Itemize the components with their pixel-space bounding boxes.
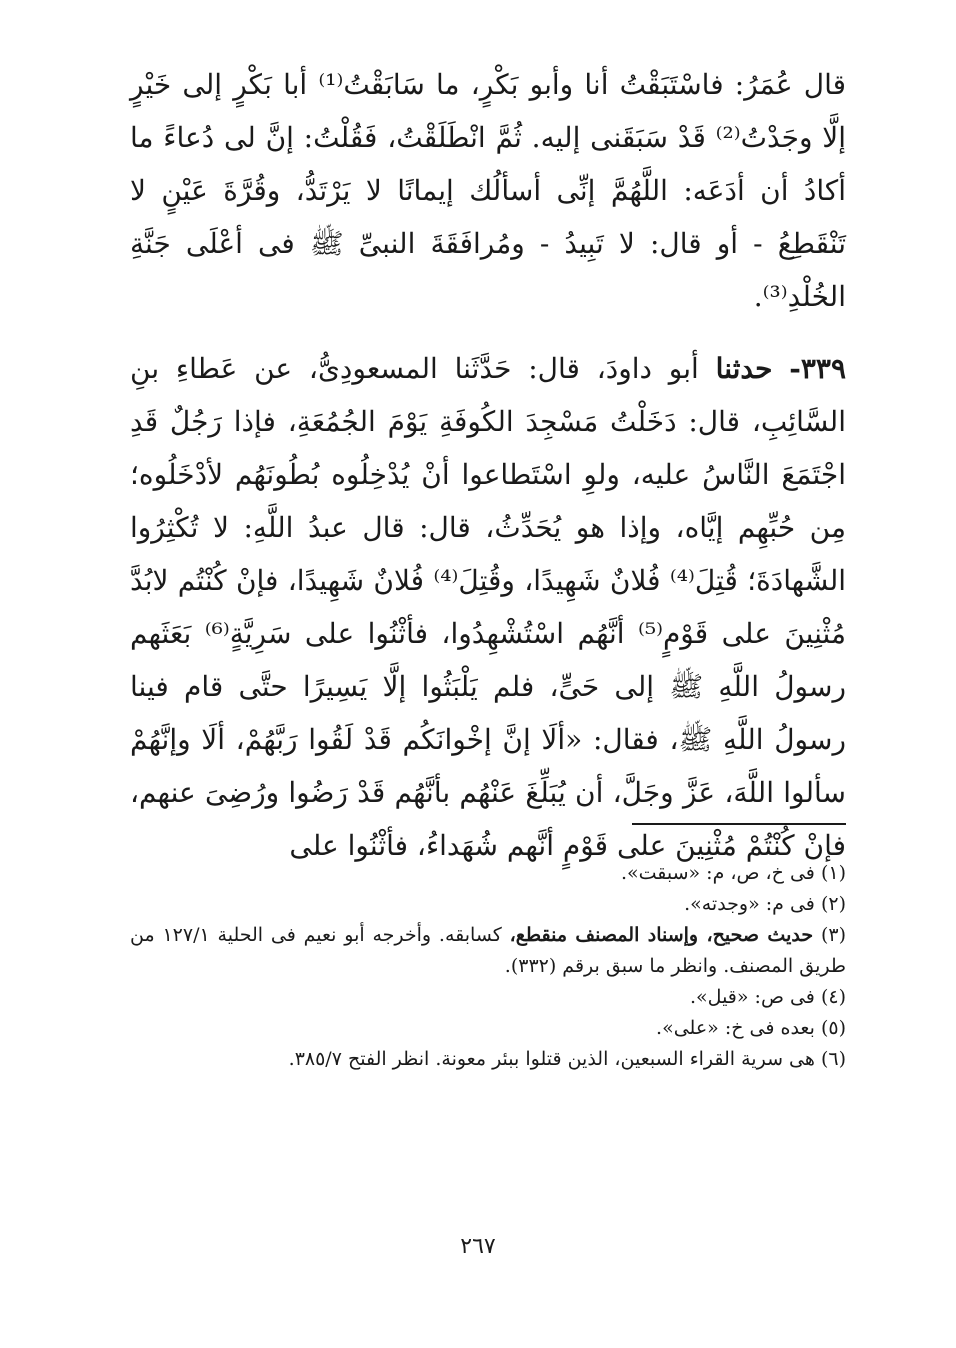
footnote-number: (٢) bbox=[820, 893, 846, 915]
footnote-text: هى سرية القراء السبعين، الذين قتلوا ببئر معونة. انظر الفتح ٣٨٥/٧. bbox=[288, 1048, 815, 1070]
footnote-5 bbox=[130, 1013, 846, 1044]
hadith-lead: حدثنا bbox=[715, 352, 773, 385]
footnote-number: (٤) bbox=[820, 986, 846, 1008]
paragraph-umar: قال عُمَرُ: فاسْتَبَقْتُ أنا وأبو بَكْرٍ، ما سَابَقْتُ⁽¹⁾ أبا بَكْرٍ إلى خَيْرٍ إلَّا وجَدْتُ⁽²⁾ قَدْ سَبَقَنى إليه. ثُمَّ انْطَلَقْتُ، فَقُلْتُ: إنَّ لى دُعاءً ما أكادُ أن أدَعَه: اللَّهُمَّ إنِّى أسألُك إيمانًا لا يَرْتَدُّ، وقُرَّةَ عَيْنٍ لا تَنْقَطِعُ - أو قال: لا تَبِيدُ - ومُرافَقَةَ النبىِّ ﷺ فى أعْلَى جَنَّةِ الخُلْدِ⁽³⁾. bbox=[130, 68, 846, 313]
hadith-text: أبو داودَ، قال: حَدَّثَنا المسعودِىُّ، عن عَطاءِ بنِ السَّائِبِ، قال: دَخَلْتُ مَسْجِدَ الكُوفَةِ يَوْمَ الجُمُعَةِ، فإذا رَجُلٌ قَدِ اجْتَمَعَ النَّاسُ عليه، ولوِ اسْتَطاعوا أنْ يُدْخِلُوه بُطُونَهُم لأدْخَلُوه؛ مِن حُبِّهِم إيَّاه، وإذا هو يُحَدِّثُ، قال: قال عبدُ اللَّهِ: لا تُكْثِرُوا الشَّهادَةَ؛ قُتِلَ⁽⁴⁾ فُلانٌ شَهِيدًا، وقُتِلَ⁽⁴⁾ فُلانٌ شَهِيدًا، فإنْ كُنْتُم لابُدَّ مُثْنِينَ على قَوْمٍ⁽⁵⁾ أنَّهُم اسْتُشْهِدُوا، فأثْنُوا على سَرِيَّةٍ⁽⁶⁾ بَعَثَهم رسولُ اللَّهِ ﷺ إلى حَىٍّ، فلم يَلْبَثُوا إلَّا يَسِيرًا حتَّى قام فينا رسولُ اللَّهِ ﷺ، فقال: «ألَا إنَّ إخْوانَكُم قَدْ لَقُوا رَبَّهُمْ، ألَا وإنَّهُمْ سألوا اللَّهَ، عَزَّ وجَلَّ، أن يُبَلِّغَ عَنْهُم بأنَّهُم قَدْ رَضُوا ورُضِىَ عنهم، فإنْ كُنْتُمْ مُثْنِينَ على قَوْمٍ أنَّهم شُهَداءُ، فأثْنُوا على bbox=[130, 352, 847, 862]
footnote-text: فى خ، ص، م: «سبقت». bbox=[620, 862, 815, 884]
hadith-339 bbox=[130, 342, 846, 872]
footnote-grading: حديث صحيح، وإسناد المصنف منقطع، bbox=[509, 924, 814, 946]
footnote-4 bbox=[130, 982, 846, 1013]
page-number: ٢٦٧ bbox=[460, 1234, 496, 1259]
footnote-number: (٦) bbox=[820, 1048, 846, 1070]
footnote-6 bbox=[130, 1044, 846, 1075]
footnote-divider bbox=[632, 823, 846, 825]
footnote-number: (١) bbox=[820, 862, 846, 884]
footnote-2 bbox=[130, 889, 846, 920]
footnote-text: فى ص: «قيل». bbox=[690, 986, 815, 1008]
footnote-1 bbox=[130, 858, 846, 889]
footnote-text: كسابقه. وأخرجه أبو نعيم فى الحلية ١٢٧/١ من طريق المصنف. وانظر ما سبق برقم (٣٣٢). bbox=[130, 924, 846, 977]
footnotes bbox=[130, 858, 846, 1075]
footnote-3 bbox=[130, 920, 846, 982]
main-text bbox=[130, 58, 846, 872]
footnote-text: بعده فى خ: «على». bbox=[656, 1017, 815, 1039]
hadith-number: ٣٣٩- bbox=[789, 352, 846, 385]
footnote-text: فى م: «وجدته». bbox=[684, 893, 815, 915]
footnote-number: (٣) bbox=[820, 924, 846, 946]
footnote-number: (٥) bbox=[820, 1017, 846, 1039]
